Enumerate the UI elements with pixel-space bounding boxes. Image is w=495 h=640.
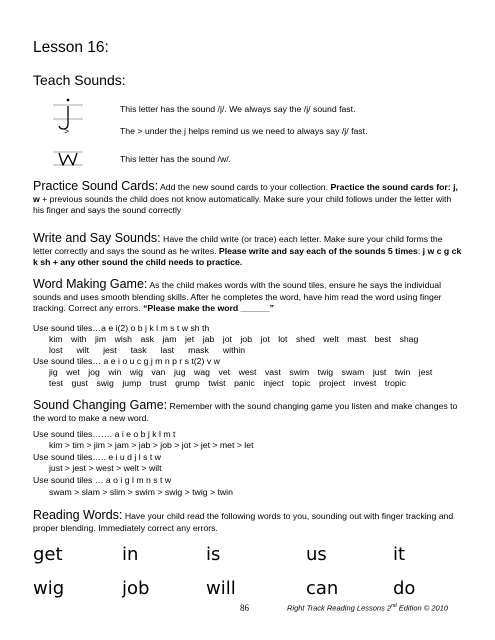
word-item: jet [185, 334, 195, 344]
sound-changing-set2-label: Use sound tiles….. e i u d j l s t w [33, 452, 161, 462]
word-making-set2-row1 [49, 367, 469, 378]
word-item: jump [122, 378, 142, 388]
j-description: This letter has the sound /j/. We always say the /j/ sound fast. [120, 104, 356, 114]
word-item: swam [341, 367, 365, 377]
word-item: wag [194, 367, 210, 377]
word-item: lot [278, 334, 288, 344]
lesson-title: Lesson 16: [33, 39, 109, 56]
word-item: kim [49, 334, 63, 344]
word-item: twist [208, 378, 226, 388]
word-item: test [49, 378, 64, 388]
word-item: wet [66, 367, 80, 377]
word-making-set1-row1 [49, 334, 469, 345]
sound-changing-set1-chain: kim > tim > jim > jam > jab > job > jot > jet > met > let [49, 440, 254, 450]
word-item: van [151, 367, 166, 377]
word-item: jig [49, 367, 58, 377]
word-item: twin [394, 367, 411, 377]
reading-word: job [122, 578, 150, 599]
gt-description: The > under the j helps remind us we need to always say /j/ fast. [120, 126, 368, 136]
word-item: vet [218, 367, 231, 377]
w-description: This letter has the sound /w/. [120, 154, 232, 164]
letter-j-glyph [53, 96, 83, 130]
word-making-set2-label: Use sound tiles… a e i o u c g j m n p r s t(2) v w [33, 356, 220, 366]
letter-w-glyph [53, 146, 83, 168]
word-item: twig [317, 367, 334, 377]
word-item: task [130, 345, 147, 355]
word-making-set1-row2 [49, 345, 469, 356]
reading-word: will [206, 578, 236, 599]
word-making-paragraph: Word Making Game: As the child makes words with the sound tiles, ensure he says the individual sounds and uses smooth blending skills. After he completes the word, have him read the word using finger tracking. Correct any errors. “Please make the word ______” [33, 277, 442, 313]
word-item: just [372, 367, 387, 377]
word-item: topic [292, 378, 311, 388]
word-item: job [240, 334, 253, 344]
sound-changing-set3-label: Use sound tiles … a o i g l m n s t w [33, 475, 172, 485]
word-item: jam [162, 334, 177, 344]
word-item: last [160, 345, 175, 355]
word-item: swig [96, 378, 114, 388]
word-item: project [319, 378, 346, 388]
word-item: within [222, 345, 246, 355]
word-item: shag [399, 334, 419, 344]
word-item: gust [71, 378, 88, 388]
word-item: grump [175, 378, 200, 388]
word-item: jim [94, 334, 107, 344]
word-making-set1-label: Use sound tiles…a e i(2) o b j k l m s t w sh th [33, 323, 210, 333]
word-item: mask [188, 345, 209, 355]
letter-j-icon [53, 96, 83, 130]
reading-word: do [393, 578, 416, 599]
word-item: jog [88, 367, 100, 377]
sound-changing-set1-label: Use sound tiles……. a i e o b j k l m t [33, 429, 176, 439]
write-say-heading: Write and Say Sounds: [33, 231, 161, 245]
footer-credit: Right Track Reading Lessons 2nd Edition © 2010 [287, 603, 449, 613]
letter-w-icon [53, 146, 83, 168]
sound-changing-set2-chain: just > jest > west > welt > wilt [49, 463, 162, 473]
reading-word: us [306, 544, 327, 565]
reading-word: it [393, 544, 406, 565]
reading-word: can [306, 578, 339, 599]
teach-sounds-heading: Teach Sounds: [33, 72, 126, 88]
write-say-paragraph: Write and Say Sounds: Have the child write (or trace) each letter. Make sure your child forms the letter correctly and says the sound as he writes. Please write and say each of the sounds 5 times: j w c g ck k sh + any other sound the child needs to practice. [33, 231, 462, 267]
sound-changing-set3-chain: swam > slam > slim > swim > swig > twig > twin [49, 487, 233, 497]
word-item: jug [173, 367, 186, 377]
page-number: 86 [240, 603, 249, 613]
practice-cards-paragraph: Practice Sound Cards: Add the new sound cards to your collection. Practice the sound cards for: j, w + previous sounds the child does not know automatically. Make sure your child follows under the letter with his finger and says the sound correctly [33, 179, 458, 215]
word-item: with [71, 334, 87, 344]
reading-word: get [33, 544, 63, 565]
word-item: west [238, 367, 257, 377]
reading-word: in [122, 544, 139, 565]
word-item: jest [103, 345, 117, 355]
word-item: wilt [76, 345, 90, 355]
word-item: panic [234, 378, 255, 388]
word-item: swim [289, 367, 310, 377]
reading-words-paragraph: Reading Words: Have your child read the following words to you, sounding out with finger tracking and proper blending. Immediately correct any errors. [33, 508, 454, 533]
word-item: wig [129, 367, 143, 377]
word-item: tropic [384, 378, 407, 388]
practice-cards-heading: Practice Sound Cards: [33, 179, 159, 193]
word-item: invest [353, 378, 377, 388]
word-item: inject [263, 378, 284, 388]
sound-changing-heading: Sound Changing Game: [33, 398, 168, 412]
word-item: wish [114, 334, 132, 344]
word-making-heading: Word Making Game: [33, 277, 148, 291]
reading-word: is [206, 544, 221, 565]
word-item: vast [264, 367, 281, 377]
word-item: best [374, 334, 391, 344]
reading-word: wig [33, 578, 65, 599]
word-item: welt [323, 334, 339, 344]
word-item: jot [222, 334, 232, 344]
sound-changing-paragraph: Sound Changing Game: Remember with the sound changing game you listen and make changes to the word to make a new word. [33, 398, 458, 423]
word-item: jot [260, 334, 270, 344]
word-item: trust [149, 378, 167, 388]
word-item: win [108, 367, 122, 377]
gt-glyph: > [64, 126, 70, 136]
reading-words-heading: Reading Words: [33, 508, 123, 522]
word-item: jest [418, 367, 433, 377]
word-item: ask [140, 334, 154, 344]
word-item: mast [347, 334, 367, 344]
word-item: lost [49, 345, 63, 355]
word-making-set2-row2 [49, 378, 469, 389]
word-item: jab [202, 334, 215, 344]
word-item: shed [295, 334, 315, 344]
